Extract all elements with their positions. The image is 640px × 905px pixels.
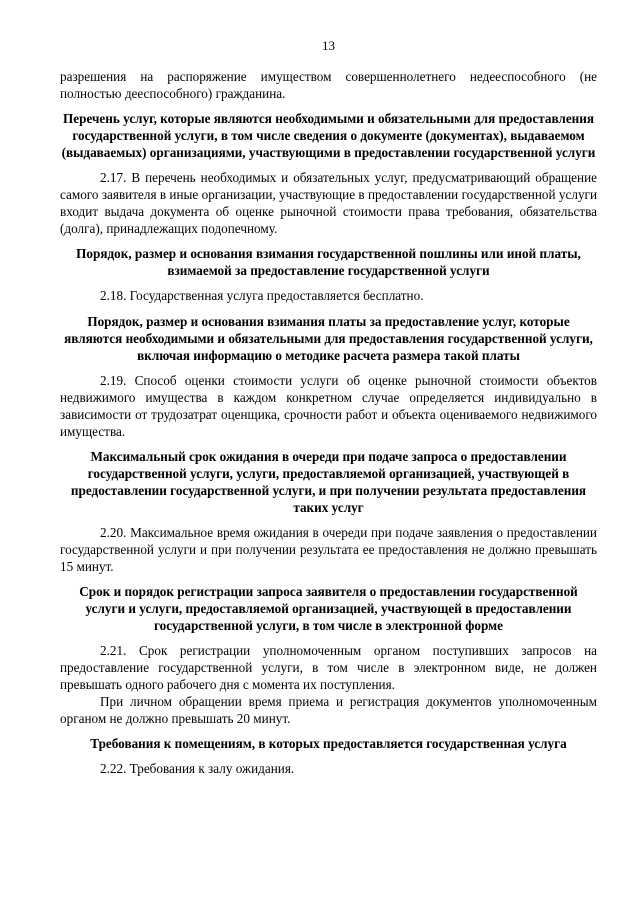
document-body: [60, 68, 597, 777]
heading-services-list: Перечень услуг, которые являются необходимыми и обязательными для предоставления государственной услуги, в том числе сведения о документе (документах), выдаваемом (выдаваемых) организациями, участвующими в предоставлении государственной услуги: [61, 111, 596, 160]
paragraph-2-22: 2.22. Требования к залу ожидания.: [100, 761, 295, 776]
heading-state-fee: Порядок, размер и основания взимания государственной пошлины или иной платы, взимаемой за предоставление государственной услуги: [76, 246, 581, 278]
intro-continuation: разрешения на распоряжение имуществом совершеннолетнего недееспособного (не полностью дееспособного) гражданина.: [60, 69, 597, 101]
paragraph-2-21: 2.21. Срок регистрации уполномоченным органом поступивших запросов на предоставление государственной услуги, в том числе в электронном виде, не должен превышать одного рабочего дня с момента их поступления.: [60, 643, 597, 692]
paragraph-2-19: 2.19. Способ оценки стоимости услуги об оценке рыночной стоимости объектов недвижимого имущества в каждом конкретном случае определяется индивидуально в зависимости от трудозатрат оценщика, срочности работ и объекта оцениваемого недвижимого имущества.: [60, 373, 597, 439]
paragraph-2-21-personal-visit: При личном обращении время приема и регистрация документов уполномоченным органом не должно превышать 20 минут.: [60, 694, 597, 726]
paragraph-2-20: 2.20. Максимальное время ожидания в очереди при подаче заявления о предоставлении государственной услуги и при получении результата ее предоставления не должно превышать 15 минут.: [60, 525, 597, 574]
heading-payment-for-services: Порядок, размер и основания взимания платы за предоставление услуг, которые являются необходимыми и обязательными для предоставления государственной услуги, включая информацию о методике расчета размера такой платы: [64, 314, 593, 363]
heading-queue-waiting-time: Максимальный срок ожидания в очереди при подаче запроса о предоставлении государственной услуги, услуги, предоставляемой организацией, участвующей в предоставлении государственной услуги, и при получении результата предоставления таких услуг: [70, 449, 587, 515]
paragraph-2-18: 2.18. Государственная услуга предоставляется бесплатно.: [100, 288, 424, 303]
page-number: 13: [322, 38, 335, 53]
paragraph-2-17: 2.17. В перечень необходимых и обязательных услуг, предусматривающий обращение самого заявителя в иные организации, участвующие в предоставлении государственной услуги входит выдача документа об оценке рыночной стоимости права требования, обязательства (долга), принадлежащих подопечному.: [60, 170, 597, 236]
heading-request-registration: Срок и порядок регистрации запроса заявителя о предоставлении государственной услуги и услуги, предоставляемой организацией, участвующей в предоставлении государственной услуги, в том числе в электронной форме: [79, 584, 578, 633]
heading-premises-requirements: Требования к помещениям, в которых предоставляется государственная услуга: [90, 736, 567, 751]
